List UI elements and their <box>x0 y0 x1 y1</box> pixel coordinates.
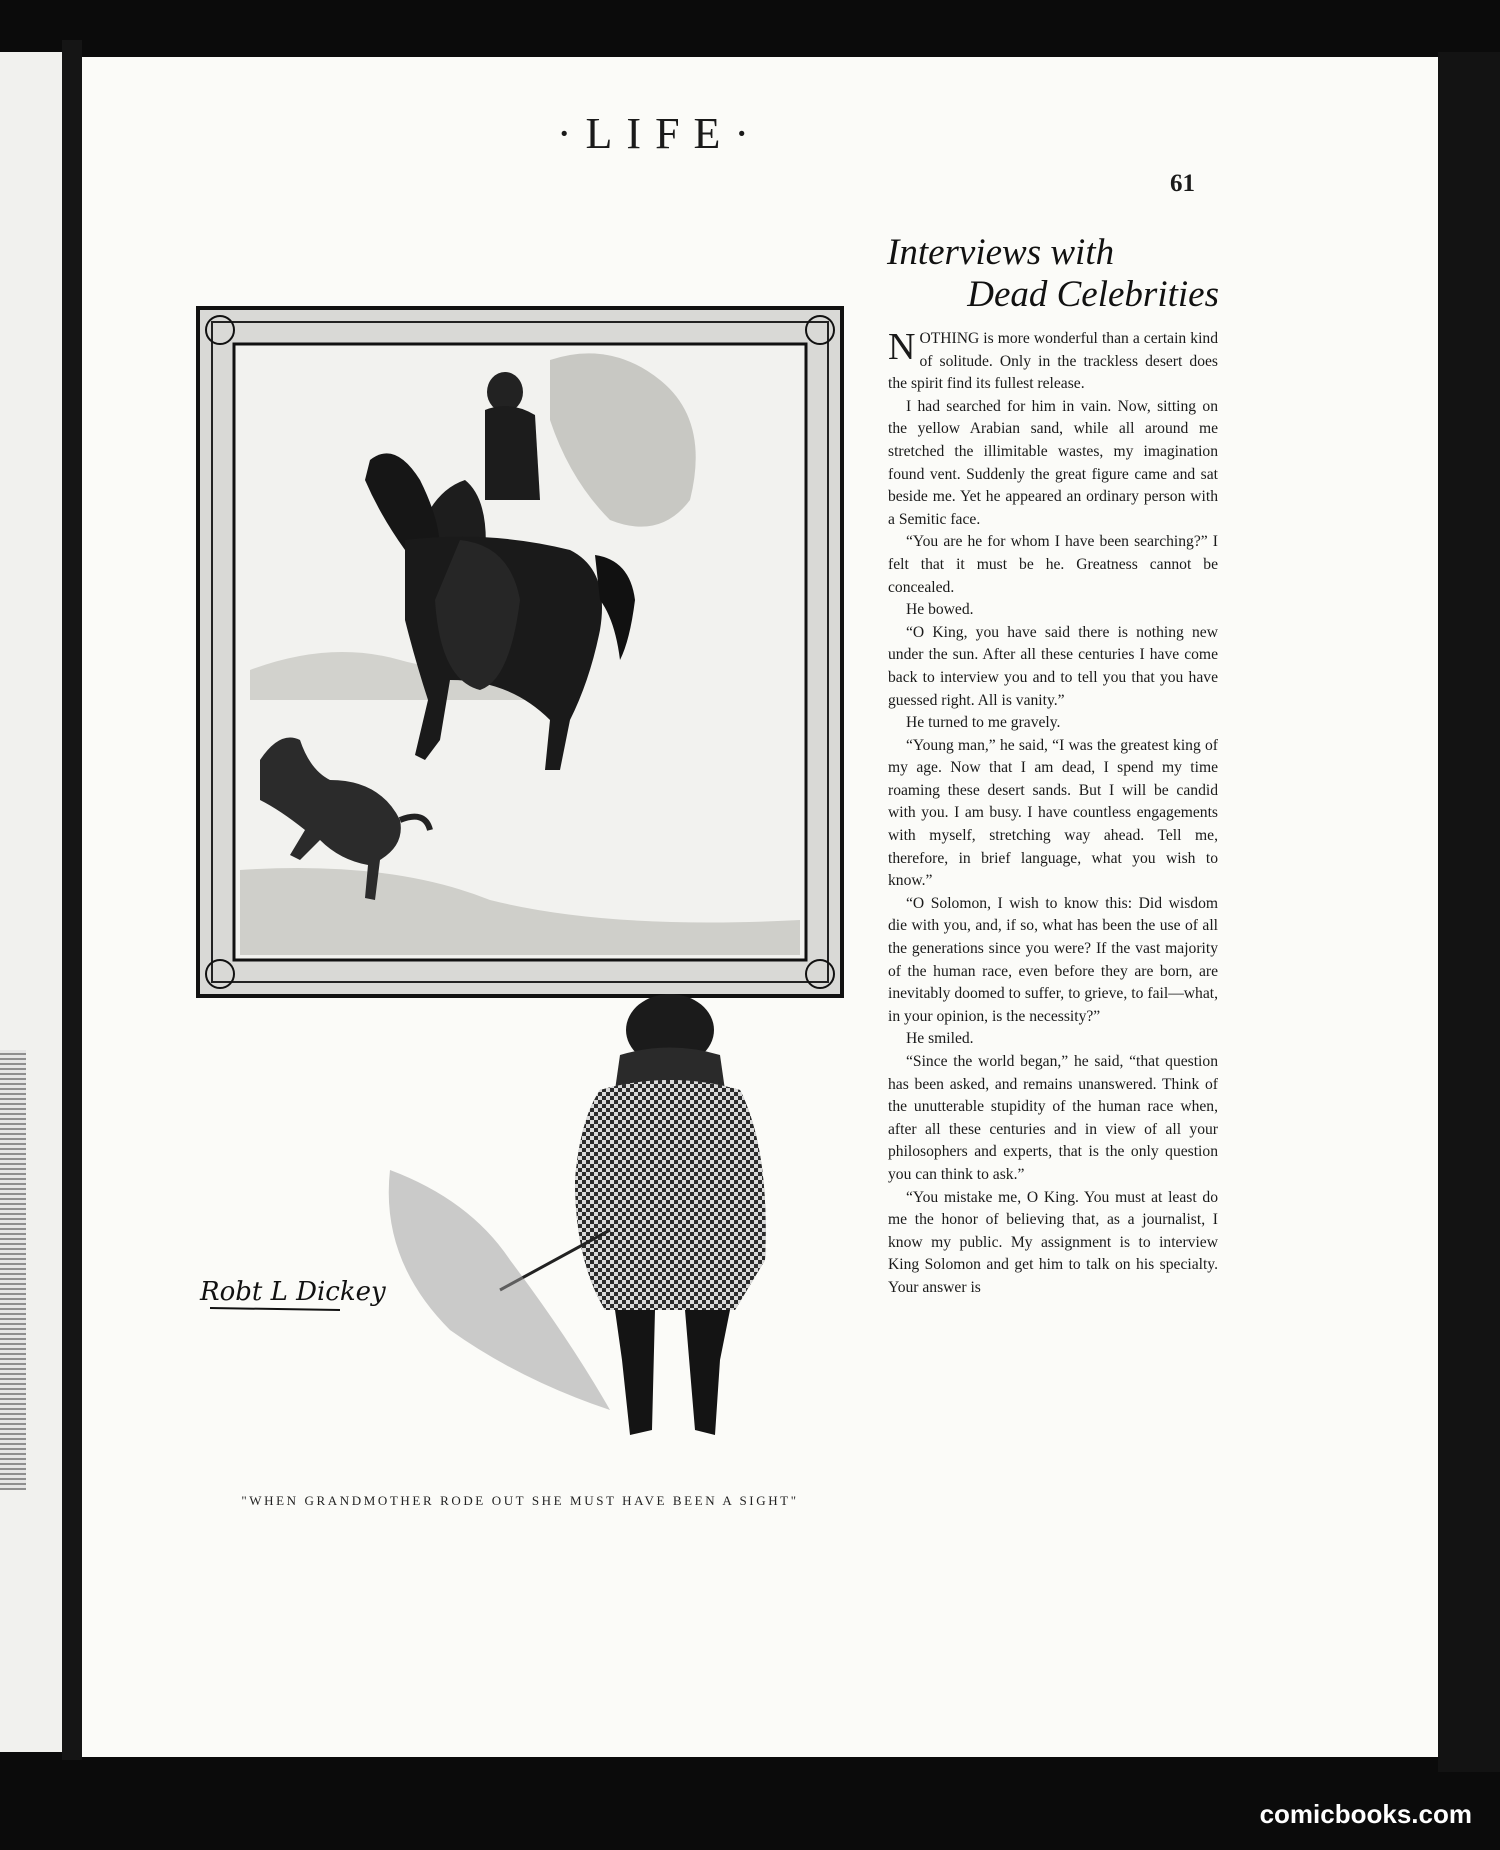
article-paragraph: “You mistake me, O King. You must at least do me the honor of believing that, as a journalist, I know my public. My assignment is to interview King Solomon and get him to talk on his specialty. Your answer is <box>888 1188 1218 1296</box>
book-gutter <box>62 40 82 1760</box>
article-paragraph: “Since the world began,” he said, “that question has been asked, and remains unanswered. Think of the unutterable stupidity of the human race when, after all these centuries and in view of all your philosophers and experts, that is the only question you can think to ask.” <box>888 1053 1218 1183</box>
article-title-line-2: Dead Celebrities <box>967 274 1219 315</box>
illustration <box>190 300 870 1460</box>
illustration-caption: "WHEN GRANDMOTHER RODE OUT SHE MUST HAVE BEEN A SIGHT" <box>241 1493 799 1508</box>
facing-page-illustration-sliver <box>0 1050 26 1490</box>
article-paragraph: He smiled. <box>906 1030 974 1048</box>
site-watermark: comicbooks.com <box>1259 1799 1472 1829</box>
article-paragraph: “O Solomon, I wish to know this: Did wisdom die with you, and, if so, what has been the use of all the generations since you were? If the vast majority of the human race, even before they are born, are inevitably doomed to suffer, to grieve, to fail—what, in your opinion, is the necessity?” <box>888 894 1218 1025</box>
article-title-line-1: Interviews with <box>887 232 1115 273</box>
article-paragraph: “O King, you have said there is nothing new under the sun. After all these centuries I have come back to interview you and to tell you that you have guessed right. All is vanity.” <box>888 623 1218 709</box>
article-paragraph: “You are he for whom I have been searching?” I felt that it must be he. Greatness cannot be concealed. <box>888 533 1218 596</box>
article-paragraph: He turned to me gravely. <box>906 714 1061 732</box>
drop-cap: N <box>888 326 916 368</box>
article-body <box>888 328 1218 1300</box>
svg-text:Robt L Dickey: Robt L Dickey <box>200 1277 386 1307</box>
page-number: 61 <box>1170 170 1195 197</box>
article-paragraph: I had searched for him in vain. Now, sitting on the yellow Arabian sand, while all around me stretched the illimitable wastes, my imagination found vent. Suddenly the great figure came and sat beside me. Yet he appeared an ordinary person with a Semitic face. <box>888 397 1218 528</box>
right-margin-bleed <box>1438 52 1500 1772</box>
facing-page-edge <box>0 52 62 1752</box>
article-paragraph: NOTHING is more wonderful than a certain kind of solitude. Only in the trackless desert does the spirit find its fullest release. <box>888 326 1218 393</box>
article-paragraph: “Young man,” he said, “I was the greatest king of my age. Now that I am dead, I spend my time roaming these desert sands. But I will be candid with you. I am busy. I have countless engagements with myself, stretching way ahead. Tell me, therefore, in brief language, what you wish to know.” <box>888 736 1218 890</box>
article-paragraph: He bowed. <box>906 601 974 619</box>
article-title <box>887 232 1219 316</box>
masthead: ·LIFE· <box>556 109 764 158</box>
artist-signature <box>199 1277 386 1310</box>
